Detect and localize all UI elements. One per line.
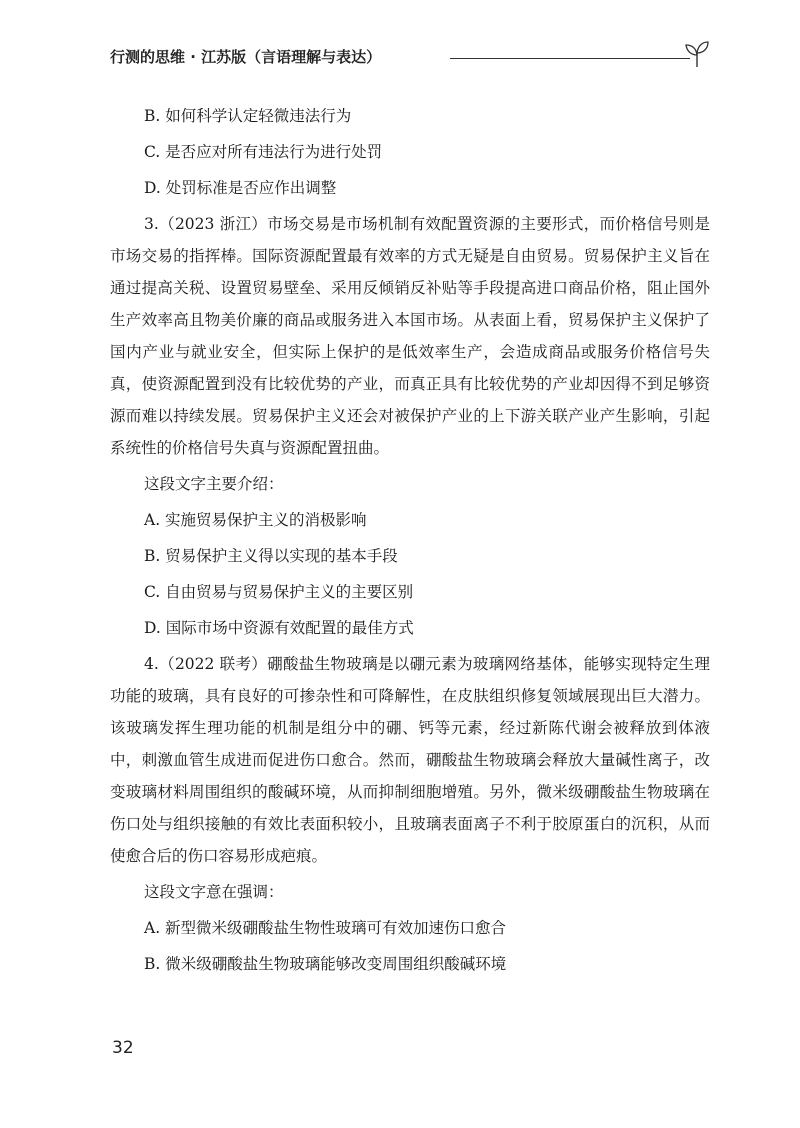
- q3-option-d: D. 国际市场中资源有效配置的最佳方式: [144, 619, 414, 637]
- q3-option-c: C. 自由贸易与贸易保护主义的主要区别: [144, 583, 414, 601]
- q3-option-a: A. 实施贸易保护主义的消极影响: [144, 511, 367, 529]
- q2-option-d: D. 处罚标准是否应作出调整: [144, 179, 337, 197]
- page-body: [110, 100, 710, 984]
- page-number: 32: [112, 1038, 134, 1058]
- header-title: 行测的思维 · 江苏版（言语理解与表达）: [110, 48, 382, 66]
- q3-passage: 3.（2023 浙江）市场交易是市场机制有效配置资源的主要形式，而价格信号则是市场交易的指挥棒。国际资源配置最有效率的方式无疑是自由贸易。贸易保护主义旨在通过提高关税、设置贸易壁垒、采用反倾销反补贴等手段提高进口商品价格，阻止国外生产效率高且物美价廉的商品或服务进入本国市场。从表面上看，贸易保护主义保护了国内产业与就业安全，但实际上保护的是低效率生产，会造成商品或服务价格信号失真，使资源配置到没有比较优势的产业，而真正具有比较优势的产业却因得不到足够资源而难以持续发展。贸易保护主义还会对被保护产业的上下游关联产业产生影响，引起系统性的价格信号失真与资源配置扭曲。: [110, 215, 710, 457]
- q4-question: 这段文字意在强调：: [144, 883, 284, 901]
- running-header: [110, 40, 710, 72]
- q4-option-a: A. 新型微米级硼酸盐生物性玻璃可有效加速伤口愈合: [144, 919, 507, 937]
- header-rule: [450, 58, 690, 59]
- sprout-icon: [684, 40, 710, 68]
- q3-option-b: B. 贸易保护主义得以实现的基本手段: [144, 547, 398, 565]
- q4-option-b: B. 微米级硼酸盐生物玻璃能够改变周围组织酸碱环境: [144, 955, 507, 973]
- q3-question: 这段文字主要介绍：: [144, 475, 284, 493]
- q4-passage: 4.（2022 联考）硼酸盐生物玻璃是以硼元素为玻璃网络基体，能够实现特定生理功能的玻璃，具有良好的可掺杂性和可降解性，在皮肤组织修复领域展现出巨大潜力。该玻璃发挥生理功能的机制是组分中的硼、钙等元素，经过新陈代谢会被释放到体液中，刺激血管生成进而促进伤口愈合。然而，硼酸盐生物玻璃会释放大量碱性离子，改变玻璃材料周围组织的酸碱环境，从而抑制细胞增殖。另外，微米级硼酸盐生物玻璃在伤口处与组织接触的有效比表面积较小，且玻璃表面离子不利于胶原蛋白的沉积，从而使愈合后的伤口容易形成疤痕。: [110, 655, 710, 865]
- q2-option-b: B. 如何科学认定轻微违法行为: [144, 107, 352, 125]
- q2-option-c: C. 是否应对所有违法行为进行处罚: [144, 143, 383, 161]
